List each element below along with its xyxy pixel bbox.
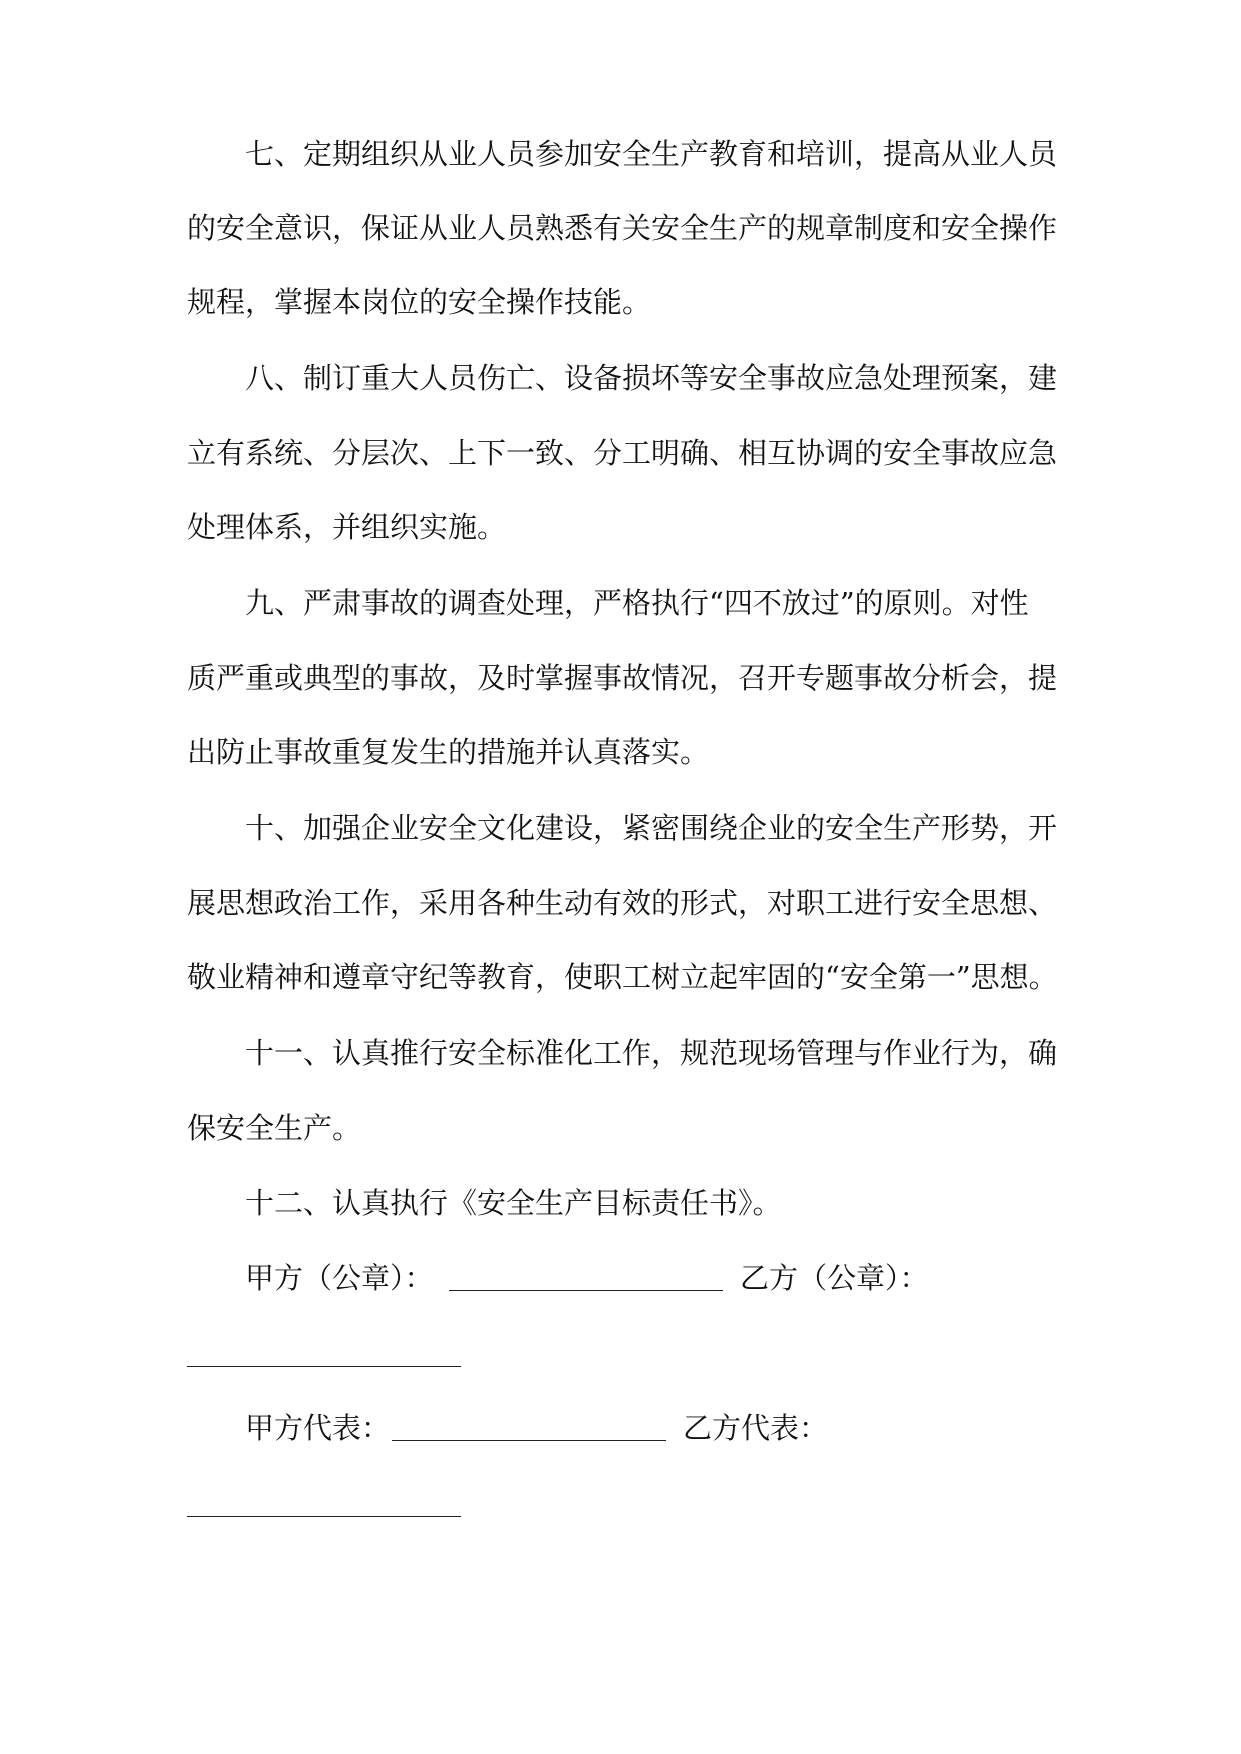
paragraph-8-line-3: 处理体系，并组织实施。 — [187, 510, 507, 544]
party-a-seal-label: 甲方（公章）： — [245, 1261, 434, 1295]
paragraph-7-line-3: 规程，掌握本岗位的安全操作技能。 — [187, 285, 652, 319]
paragraph-11-line-1: 十一、认真推行安全标准化工作，规范现场管理与作业行为，确 — [245, 1036, 1058, 1070]
party-a-rep-blank[interactable] — [392, 1440, 666, 1441]
party-a-rep-label: 甲方代表： — [245, 1411, 391, 1445]
party-b-seal-label: 乙方（公章）： — [740, 1261, 929, 1295]
paragraph-9-line-2: 质严重或典型的事故，及时掌握事故情况，召开专题事故分析会，提 — [187, 661, 1058, 695]
paragraph-11-line-2: 保安全生产。 — [187, 1111, 362, 1145]
party-b-seal-blank[interactable] — [187, 1366, 461, 1367]
paragraph-12-line-1: 十二、认真执行《安全生产目标责任书》。 — [245, 1186, 782, 1220]
party-b-rep-label: 乙方代表： — [683, 1411, 829, 1445]
paragraph-10-line-3: 敬业精神和遵章守纪等教育，使职工树立起牢固的“安全第一”思想。 — [187, 960, 1058, 994]
paragraph-7-line-2: 的安全意识，保证从业人员熟悉有关安全生产的规章制度和安全操作 — [187, 211, 1058, 245]
party-a-seal-blank[interactable] — [449, 1290, 723, 1291]
paragraph-9-line-3: 出防止事故重复发生的措施并认真落实。 — [187, 735, 710, 769]
paragraph-10-line-1: 十、加强企业安全文化建设，紧密围绕企业的安全生产形势，开 — [245, 811, 1058, 845]
paragraph-8-line-2: 立有系统、分层次、上下一致、分工明确、相互协调的安全事故应急 — [187, 436, 1058, 470]
paragraph-9-line-1: 九、严肃事故的调查处理，严格执行“四不放过”的原则。对性 — [245, 586, 1029, 620]
party-b-rep-blank[interactable] — [187, 1516, 461, 1517]
paragraph-8-line-1: 八、制订重大人员伤亡、设备损坏等安全事故应急处理预案，建 — [245, 361, 1058, 395]
paragraph-10-line-2: 展思想政治工作，采用各种生动有效的形式，对职工进行安全思想、 — [187, 886, 1058, 920]
paragraph-7-line-1: 七、定期组织从业人员参加安全生产教育和培训，提高从业人员 — [245, 137, 1058, 171]
